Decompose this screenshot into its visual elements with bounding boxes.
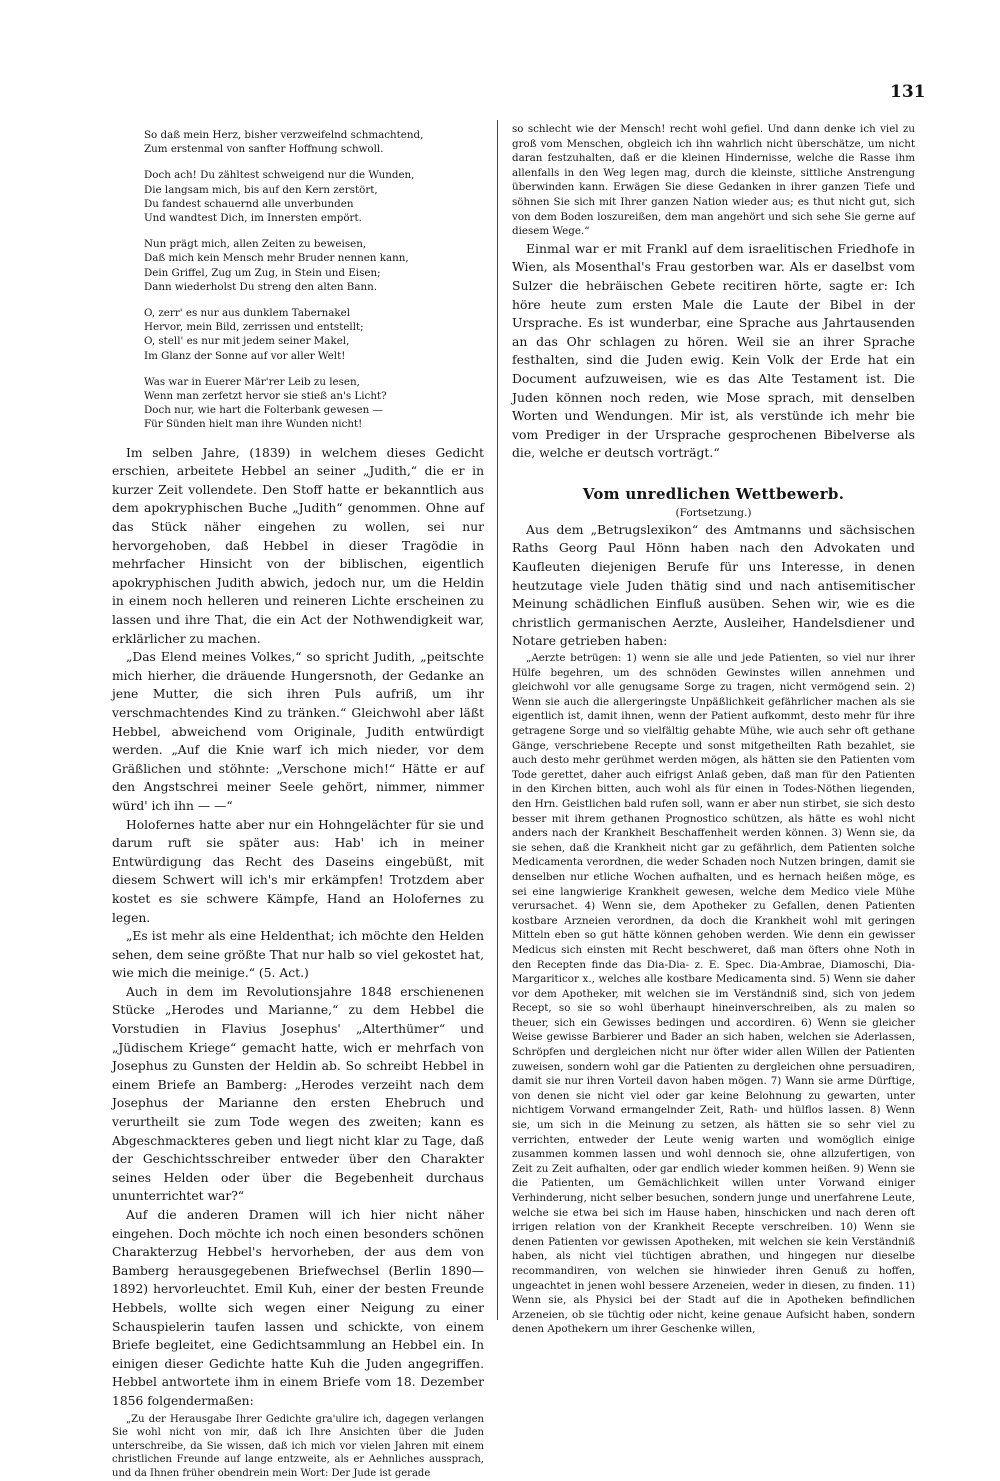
paragraph: Auch in dem im Revolutionsjahre 1848 erschienenen Stücke „Herodes und Marianne,“ zu dem Hebbel die Vorstudien in Flavius Josephus' „Alterthümer“ und „Jüdischem Kriege“ gemacht hatte, wich er mehrfach von Josephus zu Gunsten der Heldin ab. So schreibt Hebbel in einem Briefe an Bamberg: „Herodes verzeiht nach dem Josephus der Marianne den ersten Ehebruch und verurtheilt sie zum Tode wegen des zweiten; kann es Abgeschmackteres geben und liegt nicht klar zu Tage, daß der Geschichtsschreiber entweder über den Charakter seines Helden oder über die Begebenheit durchaus ununterrichtet war?“ bbox=[112, 984, 484, 1204]
poem-line: Dann wiederholst Du streng den alten Bann. bbox=[144, 280, 378, 293]
poem-line: Dein Griffel, Zug um Zug, in Stein und Eisen; bbox=[144, 266, 381, 279]
poem-stanza bbox=[144, 237, 484, 294]
article-subheading: (Fortsetzung.) bbox=[675, 506, 752, 519]
paragraph: Holofernes hatte aber nur ein Hohngelächter für sie und darum ruft sie später aus: Hab' ich in meiner Entwürdigung das Recht des Daseins eingebüßt, mit diesem Schwert will ich's mir erkämpfen! Trotzdem aber kostet es sie schwere Kämpfe, Hand an Holofernes zu legen. bbox=[112, 817, 484, 925]
poem-line: Wenn man zerfetzt hervor sie stieß an's Licht? bbox=[144, 390, 387, 403]
poem-line: Hervor, mein Bild, zerrissen und entstellt; bbox=[144, 321, 364, 334]
poem-stanza bbox=[144, 168, 484, 225]
column-divider bbox=[497, 120, 498, 1320]
poem-line: Im Glanz der Sonne auf vor aller Welt! bbox=[144, 349, 346, 362]
poem-line: Nun prägt mich, allen Zeiten zu beweisen, bbox=[144, 238, 367, 251]
poem-stanza bbox=[144, 375, 484, 432]
poem-line: Zum erstenmal von sanfter Hoffnung schwoll. bbox=[144, 143, 384, 156]
paragraph: Auf die anderen Dramen will ich hier nicht näher eingehen. Doch möchte ich noch einen besonders schönen Charakterzug Hebbel's hervorheben, der aus dem von Bamberg herausgegebenen Briefwechsel (Berlin 1890—1892) hervorleuchtet. Emil Kuh, einer der besten Freunde Hebbels, wollte sich wegen einer Neigung zu einer Schauspielerin taufen lassen und schickte, von einem Briefe begleitet, eine Gedichtsammlung an Hebbel ein. In einigen dieser Gedichte hatte Kuh die Juden angegriffen. Hebbel antwortete ihm in einem Briefe vom 18. Dezember 1856 folgendermaßen: bbox=[112, 1208, 484, 1408]
poem-line: Doch nur, wie hart die Folterbank gewesen — bbox=[144, 404, 383, 417]
poem-line: O, stell' es nur mit jedem seiner Makel, bbox=[144, 335, 350, 348]
poem-stanza bbox=[144, 306, 484, 363]
paragraph: Im selben Jahre, (1839) in welchem dieses Gedicht erschien, arbeitete Hebbel an seiner „Judith,“ die er in kurzer Zeit vollendete. Den Stoff hatte er bekanntlich aus dem apokryphischen Buche „Judith“ genommen. Ohne auf das Stück näher eingehen zu wollen, sei nur hervorgehoben, daß Hebbel in dieser Tragödie in mehrfacher Hinsicht von der biblischen, eigentlich apokryphischen Judith abwich, jedoch nur, um die Heldin in einem noch helleren und reineren Lichte erscheinen zu lassen und ihre That, die ein Act der Nothwendigkeit war, erklärlicher zu machen. bbox=[112, 445, 484, 646]
paragraph: „Es ist mehr als eine Heldenthat; ich möchte den Helden sehen, dem seine größte That nur halb so viel gekostet hat, wie mich die meinige.“ (5. Act.) bbox=[112, 929, 484, 981]
left-column bbox=[112, 120, 484, 1479]
poem-line: So daß mein Herz, bisher verzweifelnd schmachtend, bbox=[144, 129, 424, 141]
lexicon-excerpt: „Aerzte betrügen: 1) wenn sie alle und jede Patienten, so viel nur ihrer Hülfe begehren, um des schnöden Gewinstes willen annehmen und gleichwohl vor alle genugsame Sorge zu tragen, nicht vermögend sein. 2) Wenn sie auch die allergeringste Unpäßlichkeit gefährlicher machen als sie eigentlich ist, damit ihnen, wenn der Patient aufkommt, desto mehr für ihre getragene Sorge und so vielfältig gehabte Mühe, wie auch sehr oft gethane Gänge, verschriebene Recepte und sonst mitgetheilten Rath bezahlet, sie auch desto mehr gerühmet werden mögen, als hätten sie den Patienten vom Tode gerettet, daher auch eifrigst Anlaß geben, daß man für den Patienten in den Kirchen bitten, auch wohl als für einen in Todes-Nöthen liegenden, den Hrn. Geistlichen bald rufen soll, wann er aber nun stirbet, sie sich desto besser mit ihrem gethanen Prognostico schützen, als hätte es wohl nicht anders nach der Krankheit Beschaffenheit werden können. 3) Wenn sie, da sie sehen, daß die Krankheit nicht gar zu gefährlich, dem Patienten solche Medicamenta verordnen, die weder Schaden noch Nutzen bringen, damit sie denselben nur etliche Wochen aufhalten, und es hernach heißen möge, es sei eine langwierige Krankheit gewesen, welche dem Medico viele Mühe verursachet. 4) Wenn sie, dem Apotheker zu Gefallen, denen Patienten kostbare Arzneien verordnen, da doch die Krankheit wohl mit geringen Mitteln eben so gut hätte können gehoben werden. Wie denn ein gewisser Medicus sich einsten mit Recht beschweret, daß man öfters ohne Noth in den Recepten finde das Dia-Dia- z. E. Spec. Dia-Ambrae, Diamoschi, Dia-Margariticor x., welches alle kostbare Medicamenta sind. 5) Wenn sie daher vor dem Apotheker, mit welchen sie im Verständniß sind, sich von jedem Recept, so sie so wohl überhaupt hineinverschreiben, als zu malen so theuer, sich ein Gewisses bedingen und accordiren. 6) Wenn sie gleicher Weise gewisse Barbierer und Bader an sich haben, welchen sie Aderlassen, Schröpfen und dergleichen nicht nur öfter wider allen Willen der Patienten zuweisen, sondern wohl gar die Patienten zu dergleichen ohne persuadiren, damit sie nur ihren Vorteil davon haben mögen. 7) Wann sie arme Dürftige, von denen sie nicht viel oder gar keine Belohnung zu gewarten, unter nichtigem Vorwand ermangelnder Zeit, Rath- und hülflos lassen. 8) Wenn sie, um sich in die Meinung zu setzen, als hätten sie so sehr viel zu verrichten, entweder der Leute wenig warten und womöglich einige zusammen kommen lassen und wohl dennoch sie, ohne allzufertigen, von Zeit zu Zeit aufhalten, oder gar endlich wieder kommen heißen. 9) Wenn sie die Patienten, um Gemächlichkeit willen unter Vorwand einiger Verhinderung, nicht selber besuchen, sondern junge und unerfahrene Leute, welche sie etwa bei sich im Hause haben, hinschicken und nach deren oft irrigen relation von der Krankheit Recepte verschreiben. 10) Wenn sie denen Patienten vor gewissen Apotheken, mit welchen sie kein Verständniß haben, als nicht viel tüchtigen abrathen, und hingegen nur dieselbe recommandiren, von welchen sie hinwieder ihren Genuß zu hoffen, ungeachtet in jenen wohl bessere Arzeneien, weder in diesen, zu finden. 11) Wenn sie, als Physici bei der Stadt auf die in Apotheken befindlichen Arzeneien, ob sie tüchtig oder nicht, keine genaue Aufsicht haben, sondern denen Apothekern um ihrer Geschenke willen, bbox=[512, 652, 916, 1336]
letter-quote: „Zu der Herausgabe Ihrer Gedichte gra'ulire ich, dagegen verlangen Sie wohl nicht von mir, daß ich Ihre Ansichten über die Juden unterschreibe, da Sie wissen, daß ich mich vor vielen Jahren mit einem christlichen Freunde auf lange entzweite, als er Aehnliches aussprach, und da Ihnen früher obendrein mein Wort: Der Jude ist gerade bbox=[112, 1413, 484, 1479]
poem-line: Für Sünden hielt man ihre Wunden nicht! bbox=[144, 418, 363, 431]
paragraph: „Das Elend meines Volkes,“ so spricht Judith, „peitschte mich hierher, die dräuende Hungersnoth, der Gedanke an jene Mutter, die sich ihren Puls aufriß, um ihr verschmachtendes Kind zu tränken.“ Gleichwohl aber läßt Hebbel, abweichend vom Originale, Judith entwürdigt werden. „Auf die Knie warf ich mich nieder, vor dem Gräßlichen und stöhnte: „Verschone mich!“ Hätte er auf den Angstschrei meiner Seele gehört, nimmer, nimmer würd' ich ihn — —“ bbox=[112, 650, 484, 813]
article-body-left bbox=[112, 444, 484, 1411]
page-number: 131 bbox=[890, 82, 926, 102]
letter-quote-continued: so schlecht wie der Mensch! recht wohl gefiel. Und dann denke ich viel zu groß vom Menschen, obgleich ich ihn wahrlich nicht überschätze, um nicht daran festzuhalten, daß er die kleinen Hindernisse, welche die Rasse ihm allenfalls in den Weg legen mag, durch die kleinste, sittliche Anstrengung überwinden kann. Erwägen Sie diese Gedanken in ihrer ganzen Tiefe und söhnen Sie sich mit Ihrer ganzen Nation wieder aus; es thut nicht gut, sich von dem Boden loszureißen, dem man angehört und sich sehe Sie gerne auf diesem Wege.“ bbox=[512, 123, 915, 238]
poem-line: Daß mich kein Mensch mehr Bruder nennen kann, bbox=[144, 252, 409, 265]
poem-line: Du fandest schauernd alle unverbunden bbox=[144, 197, 354, 210]
poem-line: Was war in Euerer Mär'rer Leib zu lesen, bbox=[144, 375, 360, 388]
friedhof-paragraph: Einmal war er mit Frankl auf dem israelitischen Friedhofe in Wien, als Mosenthal's Frau gestorben war. Als er daselbst vom Sulzer die hebräischen Gebete recitiren hörte, sagte er: Ich höre heute zum ersten Male die Laute der Bibel in der Ursprache. Es ist wunderbar, eine Sprache aus Jahrtausenden an das Ohr schlagen zu hören. Weil sie an ihrer Sprache festhalten, sind die Juden ewig. Kein Volk der Erde hat ein Document aufzuweisen, wie es das Alte Testament ist. Die Juden können noch reden, wie Mose sprach, mit denselben Worten und Wendungen. Mir ist, als verstünde ich mehr bie vom Prediger in der Ursprache gesprochenen Bibelverse als die, welche er deutsch vorträgt.“ bbox=[512, 240, 915, 461]
article-heading: Vom unredlichen Wettbewerb. bbox=[582, 484, 845, 503]
poem bbox=[112, 128, 484, 432]
article-intro: Aus dem „Betrugslexikon“ des Amtmanns und sächsischen Raths Georg Paul Hönn haben nach den Advokaten und Kaufleuten diejenigen Berufe für uns Interesse, in denen heutzutage viele Juden thätig sind und nach antisemitischer Meinung schädlichen Einfluß ausüben. Sehen wir, wie es die christlich germanischen Aerzte, Ausleiher, Handelsdiener und Notare getrieben haben: bbox=[512, 521, 915, 649]
poem-line: Doch ach! Du zähltest schweigend nur die Wunden, bbox=[144, 169, 415, 182]
poem-line: Die langsam mich, bis auf den Kern zerstört, bbox=[144, 183, 378, 196]
poem-line: Und wandtest Dich, im Innersten empört. bbox=[144, 212, 362, 225]
poem-line: O, zerr' es nur aus dunklem Tabernakel bbox=[144, 307, 351, 320]
right-column bbox=[512, 120, 916, 1336]
poem-stanza bbox=[144, 128, 484, 156]
